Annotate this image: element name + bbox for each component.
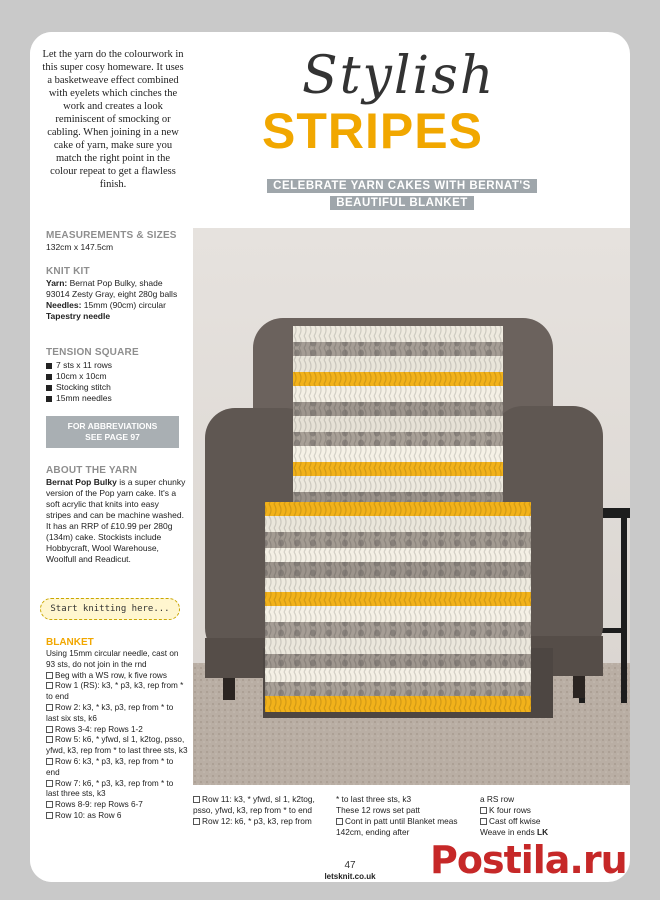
yarn-value: Bernat Pop Bulky, shade 93014 Zesty Gray, eight 280g balls xyxy=(46,278,178,299)
checkbox-icon xyxy=(480,807,487,814)
checkbox-icon xyxy=(480,818,487,825)
pattern-row: Cast off kwise xyxy=(480,816,610,827)
bottom-col-3 xyxy=(480,794,610,838)
knit-kit-heading: KNIT KIT xyxy=(46,266,90,277)
checkbox-icon xyxy=(46,672,53,679)
checkbox-icon xyxy=(336,818,343,825)
page-number: 47 xyxy=(344,860,356,871)
bottom-col-1 xyxy=(193,794,323,827)
pattern-end: Weave in ends LK xyxy=(480,827,549,837)
pattern-row: Beg with a WS row, k five rows xyxy=(46,671,188,682)
title-script: Stylish xyxy=(302,46,496,106)
about-heading: ABOUT THE YARN xyxy=(46,465,138,476)
list-item: 15mm needles xyxy=(46,393,186,404)
pattern-row: Row 6: k3, * p3, k3, rep from * to end xyxy=(46,756,174,777)
armchair-blanket-illustration xyxy=(193,228,630,785)
square-bullet-icon xyxy=(46,374,52,380)
tapestry-needle: Tapestry needle xyxy=(46,311,111,321)
blanket-pattern xyxy=(46,649,188,822)
subtitle-line1: CELEBRATE YARN CAKES WITH BERNAT'S xyxy=(267,179,537,193)
measurements-heading: MEASUREMENTS & SIZES xyxy=(46,230,177,241)
abbreviations-box xyxy=(46,416,179,448)
needles-value: 15mm (90cm) circular xyxy=(81,300,166,310)
pattern-row: K four rows xyxy=(480,805,610,816)
pattern-continuation: a RS row xyxy=(480,794,515,804)
sidebar xyxy=(30,32,190,882)
footer-url: letsknit.co.uk xyxy=(324,872,376,881)
pattern-row: Row 11: k3, * yfwd, sl 1, k2tog, psso, yfwd, k3, rep from * to end xyxy=(193,794,315,815)
pattern-row: Row 10: as Row 6 xyxy=(46,811,188,822)
square-bullet-icon xyxy=(46,396,52,402)
checkbox-icon xyxy=(46,812,53,819)
pattern-continuation: * to last three sts, k3 xyxy=(336,794,412,804)
blanket-lower xyxy=(265,502,531,712)
blanket-photo xyxy=(193,228,630,785)
title-main: STRIPES xyxy=(262,103,483,159)
tension-list xyxy=(46,360,186,404)
tension-heading: TENSION SQUARE xyxy=(46,347,139,358)
checkbox-icon xyxy=(46,758,53,765)
yarn-label: Yarn: xyxy=(46,278,68,288)
abbrev-line2: SEE PAGE 97 xyxy=(85,432,140,442)
blanket-upper xyxy=(293,326,503,502)
checkbox-icon xyxy=(46,682,53,689)
measurements-value: 132cm x 147.5cm xyxy=(46,242,114,252)
pattern-row: Row 5: k6, * yfwd, sl 1, k2tog, psso, yfwd, k3, rep from * to last three sts, k3 xyxy=(46,735,188,756)
bottom-col-2 xyxy=(336,794,466,838)
checkbox-icon xyxy=(193,796,200,803)
sign-off: LK xyxy=(537,827,549,837)
needles-label: Needles: xyxy=(46,300,82,310)
pattern-row: Row 2: k3, * k3, p3, rep from * to last six sts, k6 xyxy=(46,702,174,723)
checkbox-icon xyxy=(46,801,53,808)
subtitle xyxy=(246,178,558,212)
pattern-row: Rows 3-4: rep Rows 1-2 xyxy=(46,725,188,736)
list-item: 10cm x 10cm xyxy=(46,371,186,382)
pattern-row: Rows 8-9: rep Rows 6-7 xyxy=(46,800,188,811)
list-item: 7 sts x 11 rows xyxy=(46,360,186,371)
pattern-row: Cont in patt until Blanket meas 142cm, ending after xyxy=(336,816,458,837)
checkbox-icon xyxy=(46,736,53,743)
pattern-row: Row 12: k6, * p3, k3, rep from xyxy=(193,816,323,827)
about-body: is a super chunky version of the Pop yarn cake. It's a soft acrylic that knits into easy stripes and can be machine washed. It has an RRP of £10.99 per 280g (134m) cake. Stockists include Hobbycraft, Wool Warehouse, Woolfull and Readicut. xyxy=(46,477,186,564)
subtitle-line2: BEAUTIFUL BLANKET xyxy=(330,196,474,210)
list-item: Stocking stitch xyxy=(46,382,186,393)
pattern-intro: Using 15mm circular needle, cast on 93 sts, do not join in the rnd xyxy=(46,649,179,669)
square-bullet-icon xyxy=(46,385,52,391)
checkbox-icon xyxy=(46,780,53,787)
magazine-page xyxy=(30,32,630,882)
checkbox-icon xyxy=(46,704,53,711)
square-bullet-icon xyxy=(46,363,52,369)
pattern-row: Row 1 (RS): k3, * p3, k3, rep from * to end xyxy=(46,681,184,702)
watermark-logo: Postila.ru xyxy=(430,838,627,882)
knit-kit-text xyxy=(46,278,186,322)
checkbox-icon xyxy=(46,726,53,733)
pattern-row: Row 7: k6, * p3, k3, rep from * to last three sts, k3 xyxy=(46,778,174,799)
checkbox-icon xyxy=(193,818,200,825)
start-knitting-banner: Start knitting here... xyxy=(40,598,180,620)
blanket-heading: BLANKET xyxy=(46,637,94,648)
about-bold: Bernat Pop Bulky xyxy=(46,477,117,487)
intro-text: Let the yarn do the colourwork in this super cosy homeware. It uses a basketweave effect combined with eyelets which cinches the work and creates a look reminiscent of smocking or cabling. When joining in a new cake of yarn, make sure you match the right point in the colour repeat to get a flawless finish. xyxy=(42,49,184,190)
abbrev-line1: FOR ABBREVIATIONS xyxy=(67,421,158,431)
pattern-note: These 12 rows set patt xyxy=(336,805,420,815)
about-text xyxy=(46,477,186,565)
